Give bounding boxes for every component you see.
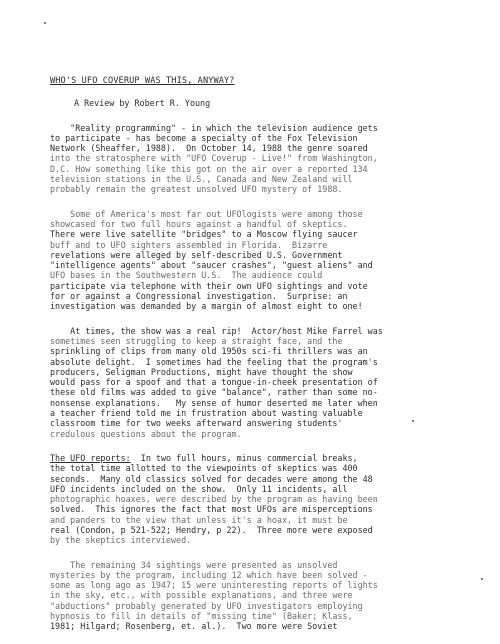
text-line: credulous questions about the program. xyxy=(50,428,242,439)
text-line: absolute delight. I sometimes had the feeling that the program's xyxy=(50,356,378,367)
scan-speck xyxy=(412,420,414,422)
text-line: The remaining 34 sightings were presented as unsolved xyxy=(50,559,338,570)
document-title: WHO'S UFO COVERUP WAS THIS, ANYWAY? xyxy=(50,76,235,86)
text-line: "intelligence agents" about "saucer crashes", "guest aliens" and xyxy=(50,260,373,271)
text-line: There were live satellite "bridges" to a Moscow flying saucer xyxy=(50,229,358,240)
text-line: the total time allotted to the viewpoints of skeptics was 400 xyxy=(50,463,358,474)
text-line: to participate - has become a specialty of the Fox Television xyxy=(50,132,358,143)
text-line: UFO incidents included on the show. Only 11 incidents, all xyxy=(50,483,348,494)
text-line: solved. This ignores the fact that most UFOs are misperceptions xyxy=(50,504,373,515)
text-line: revelations were alleged by self-described U.S. Government xyxy=(50,249,343,260)
text-line: seconds. Many old classics solved for decades were among the 48 xyxy=(50,473,373,484)
text-line: producers, Seligman Productions, might have thought the show xyxy=(50,366,353,377)
scan-speck xyxy=(44,22,46,24)
text-line: participate via telephone with their own UFO sightings and vote xyxy=(50,280,368,291)
text-line: showcased for two full hours against a handful of skeptics. xyxy=(50,218,348,229)
text-line: Some of America's most far out UFOlogists were among those xyxy=(50,208,363,219)
byline: A Review by Robert R. Young xyxy=(74,98,211,109)
text-line: "Reality programming" - in which the television audience gets xyxy=(50,122,378,133)
text-line: some as long ago as 1947; 15 were uninteresting reports of lights xyxy=(50,580,378,591)
paragraph-4 xyxy=(50,453,480,546)
paragraph-3 xyxy=(50,326,480,439)
text-line: 1981; Hilgard; Rosenberg, et. al.). Two more were Soviet xyxy=(50,621,338,632)
text-line: mysteries by the program, including 12 which have been solved - xyxy=(50,569,368,580)
text-line: probably remain the greatest unsolved UFO mystery of 1988. xyxy=(50,184,343,195)
text-line: television stations in the U.S., Canada and New Zealand will xyxy=(50,174,353,185)
section-heading: The UFO reports: xyxy=(50,452,131,463)
text-line: classroom time for two weeks afterward answering students' xyxy=(50,418,343,429)
text-line: real (Condon, p 521-522; Hendry, p 22). Three more were exposed xyxy=(50,524,373,535)
text-line: into the stratosphere with "UFO Coverup - Live!" from Washington, xyxy=(50,153,378,164)
text-line: would pass for a spoof and that a tongue-in-cheek presentation of xyxy=(50,377,378,388)
paragraph-2 xyxy=(50,209,480,312)
text-line: for or against a Congressional investigation. Surprise: an xyxy=(50,291,348,302)
text-line: nonsense explanations. My sense of humor deserted me later when xyxy=(50,397,378,408)
text-line: At times, the show was a real rip! Actor/host Mike Farrel was xyxy=(50,325,383,336)
text-line: UFO bases in the Southwestern U.S. The audience could xyxy=(50,270,323,281)
text-line: sprinkling of clips from many old 1950s sci-fi thrillers was an xyxy=(50,346,368,357)
text-line-rest: In two full hours, minus commercial breaks, xyxy=(130,452,358,463)
paragraph-1 xyxy=(50,123,480,195)
scan-speck xyxy=(481,578,483,580)
text-line: "abductions" probably generated by UFO investigators employing xyxy=(50,600,363,611)
text-line: these old films was added to give "balance", rather than some no- xyxy=(50,387,378,398)
text-line: Network (Sheaffer, 1988). On October 14, 1988 the genre soared xyxy=(50,143,368,154)
text-line: and panders to the view that unless it's a hoax, it must be xyxy=(50,514,348,525)
text-line: by the skeptics interviewed. xyxy=(50,535,192,546)
paragraph-5 xyxy=(50,560,480,632)
text-line: buff and to UFO sighters assembled in Florida. Bizarre xyxy=(50,239,328,250)
text-line: sometimes seen struggling to keep a straight face, and the xyxy=(50,335,343,346)
text-line: a teacher friend told me in frustration about wasting valuable xyxy=(50,408,363,419)
text-line: photographic hoaxes, were described by the program as having been xyxy=(50,494,378,505)
text-line: D.C. How something like this got on the air over a reported 134 xyxy=(50,163,368,174)
text-line: investigation was demanded by a margin of almost eight to one! xyxy=(50,301,363,312)
text-line: in the sky, etc., with possible explanations, and three were xyxy=(50,590,353,601)
text-line xyxy=(50,453,480,463)
text-line: hypnosis to fill in details of "missing time" (Baker; Klass, xyxy=(50,611,353,622)
